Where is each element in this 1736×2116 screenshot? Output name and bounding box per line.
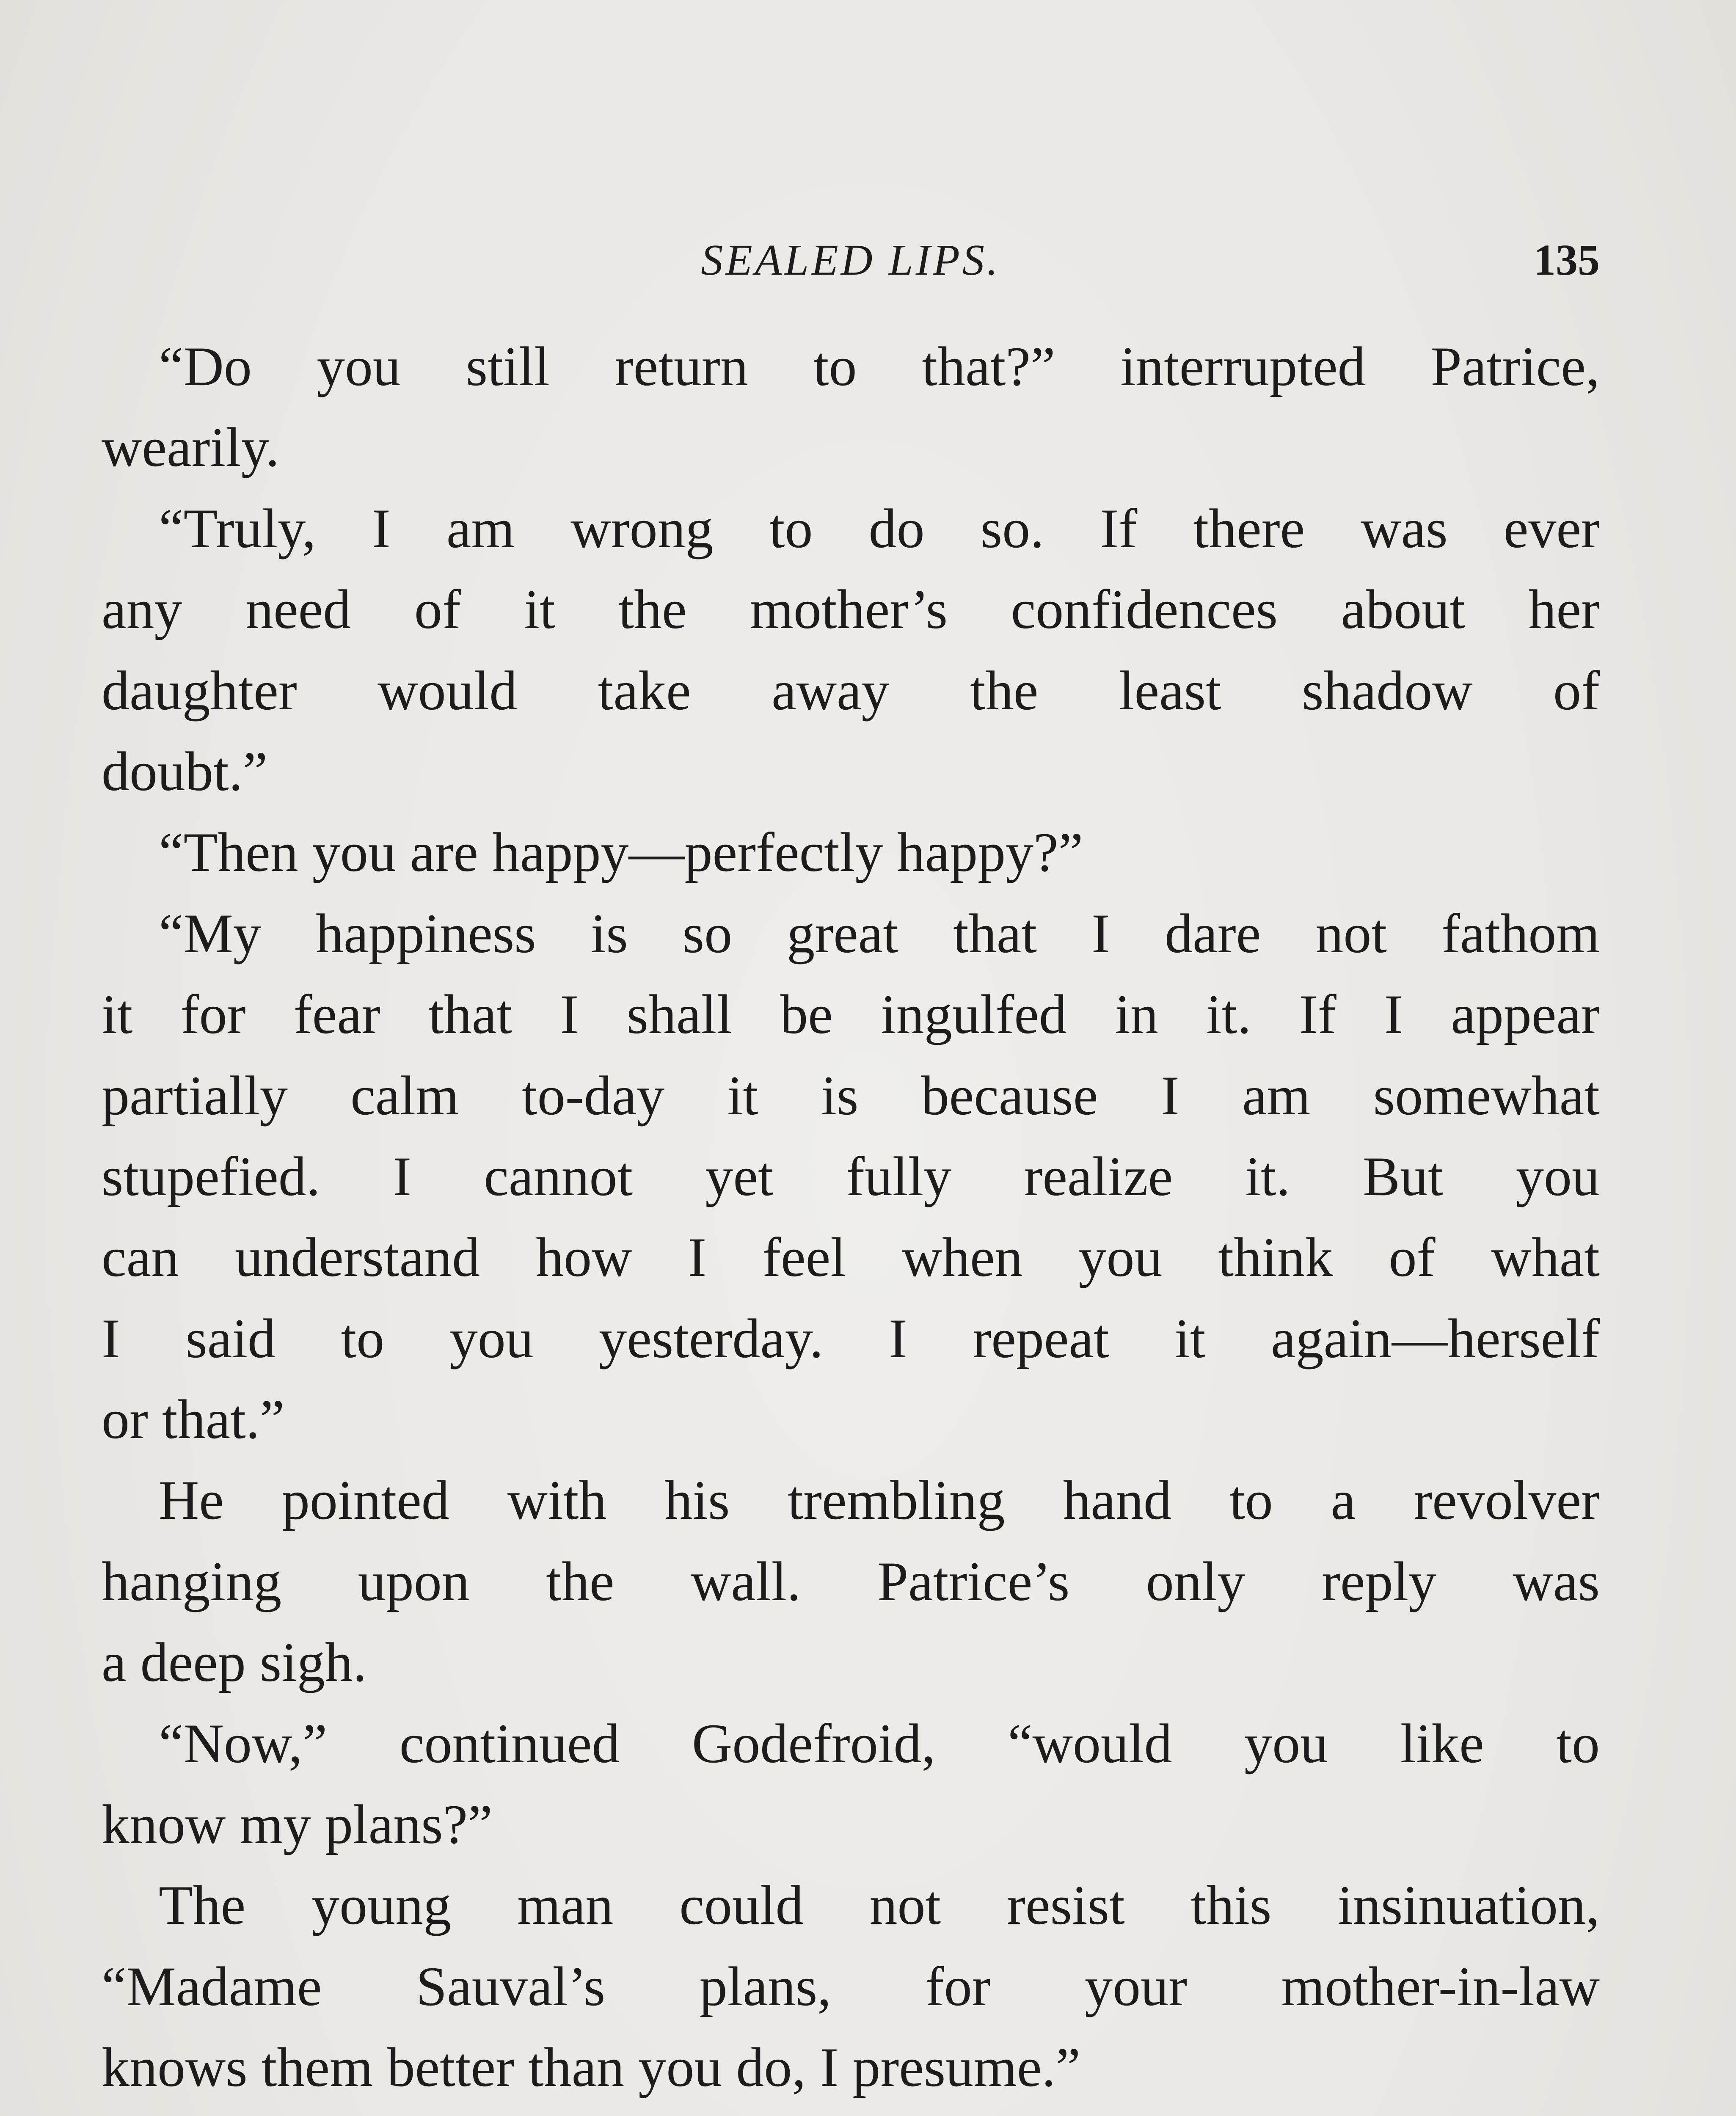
text-line: wearily. bbox=[102, 416, 280, 479]
text-line: “Truly, I am wrong to do so. If there was ever bbox=[159, 497, 1600, 559]
text-line: “Now,” continued Godefroid, “would you like to bbox=[159, 1712, 1600, 1774]
body-text bbox=[102, 326, 1600, 2116]
text-line: can understand how I feel when you think of what bbox=[102, 1226, 1600, 1289]
running-head bbox=[102, 231, 1600, 290]
running-title: SEALED LIPS. bbox=[701, 236, 1000, 284]
text-line: daughter would take away the least shadow of bbox=[102, 659, 1600, 722]
text-line: “My happiness is so great that I dare not fathom bbox=[159, 902, 1600, 964]
text-line: The young man could not resist this insinuation, bbox=[159, 1874, 1600, 1937]
text-line: doubt.” bbox=[102, 740, 268, 802]
text-line: He pointed with his trembling hand to a revolver bbox=[159, 1469, 1600, 1532]
text-line: know my plans?” bbox=[102, 1793, 493, 1856]
text-line: any need of it the mother’s confidences about her bbox=[102, 578, 1600, 641]
text-line: “Madame Sauval’s plans, for your mother-in-law bbox=[102, 1955, 1600, 2017]
text-line: stupefied. I cannot yet fully realize it. But you bbox=[102, 1145, 1600, 1207]
text-line: I said to you yesterday. I repeat it again—herself bbox=[102, 1307, 1600, 1369]
text-line bbox=[102, 2108, 1600, 2116]
text-line: hanging upon the wall. Patrice’s only reply was bbox=[102, 1550, 1600, 1612]
text-line: “Then you are happy—perfectly happy?” bbox=[159, 821, 1083, 884]
text-line: knows them better than you do, I presume.” bbox=[102, 2036, 1081, 2099]
text-line: a deep sigh. bbox=[102, 1631, 367, 1694]
text-line: it for fear that I shall be ingulfed in it. If I appear bbox=[102, 983, 1600, 1046]
text-line: or that.” bbox=[102, 1388, 285, 1451]
text-line: “Do you still return to that?” interrupted Patrice, bbox=[159, 335, 1600, 397]
text-line: partially calm to-day it is because I am somewhat bbox=[102, 1064, 1600, 1127]
page-number: 135 bbox=[1534, 236, 1600, 284]
